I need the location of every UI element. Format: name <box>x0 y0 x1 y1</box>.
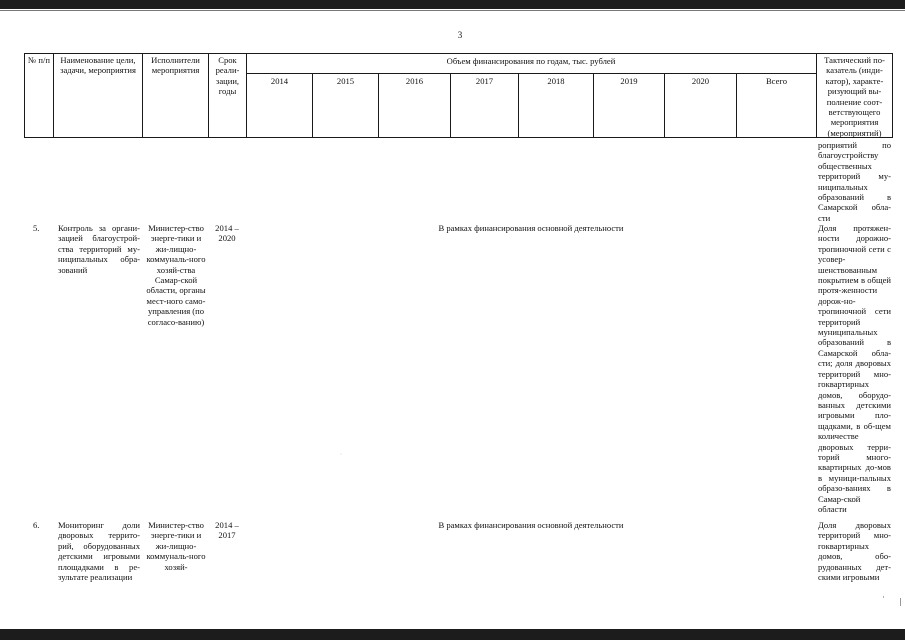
row-5-term: 2014 – 2020 <box>215 223 239 244</box>
header-year-2020: 2020 <box>691 76 710 86</box>
row-6-term: 2014 – 2017 <box>215 520 239 541</box>
top-scan-border <box>0 0 905 9</box>
header-num: № п/п <box>28 55 50 65</box>
row-5-funding: В рамках финансирования основной деятельности <box>438 223 624 233</box>
header-term: Срок реали-зации, годы <box>215 55 240 97</box>
bottom-scan-border <box>0 629 905 640</box>
row-6-executors: Министер-ство энерге-тики и жи-лищно-коммуналь-ного хозяй- <box>146 520 206 572</box>
row-6-num: 6. <box>33 520 40 530</box>
header-executors: Исполнители мероприятия <box>151 55 200 76</box>
row-5-name: Контроль за органи-зацией благоустрой-ства территорий му-ниципальных обра-зований <box>58 223 140 275</box>
header-name: Наименование цели, задачи, мероприятия <box>60 55 136 76</box>
scan-speck: · <box>882 592 885 602</box>
scan-line <box>900 598 901 606</box>
header-funding: Объем финансирования по годам, тыс. рублей <box>446 56 616 66</box>
row-5-num: 5. <box>33 223 40 233</box>
header-year-2016: 2016 <box>405 76 424 86</box>
row-6-name: Мониторинг доли дворовых террито-рий, оборудованных детскими игровыми площадками в ре-зультате реализации <box>58 520 140 583</box>
row-5-indicator: Доля протяжен-ности дорожно-тропиночной сети с усовер-шенствованным покрытием в общей протя-женности дорож-но-тропиночной сети территорий муниципальных образований в Самарской обла-сти; доля дворовых территорий мно-гоквартирных домов, оборудо-ванных детскими игровыми пло-щадками, в об-щем количестве дворовых терри-торий много-квартирных до-мов в муници-пальных образо-ваниях в Самар-ской области <box>818 223 891 514</box>
header-year-2018: 2018 <box>547 76 565 86</box>
row-6-funding: В рамках финансирования основной деятельности <box>438 520 624 530</box>
header-year-2019: 2019 <box>620 76 638 86</box>
header-total: Всего <box>765 76 788 86</box>
header-year-2017: 2017 <box>475 76 494 86</box>
top-scan-line <box>0 10 905 11</box>
scan-speck: · <box>340 452 342 458</box>
header-year-2015: 2015 <box>336 76 355 86</box>
header-year-2014: 2014 <box>270 76 289 86</box>
carryover-indicator: роприятий по благоустройству общественных территорий му-ниципальных образований в Самарской обла-сти <box>818 140 891 223</box>
page-number: 3 <box>457 30 463 40</box>
header-indicator: Тактический по-казатель (инди-катор), характе-ризующий вы-полнение соот-ветствующего мероприятия (мероприятий) <box>824 55 885 138</box>
row-5-executors: Министер-ство энерге-тики и жи-лищно-коммуналь-ного хозяй-ства Самар-ской области, органы мест-ного само-управления (по согласо-ванию) <box>146 223 206 327</box>
row-6-indicator: Доля дворовых территорий мно-гоквартирных домов, обо-рудованных дет-скими игровыми <box>818 520 891 582</box>
